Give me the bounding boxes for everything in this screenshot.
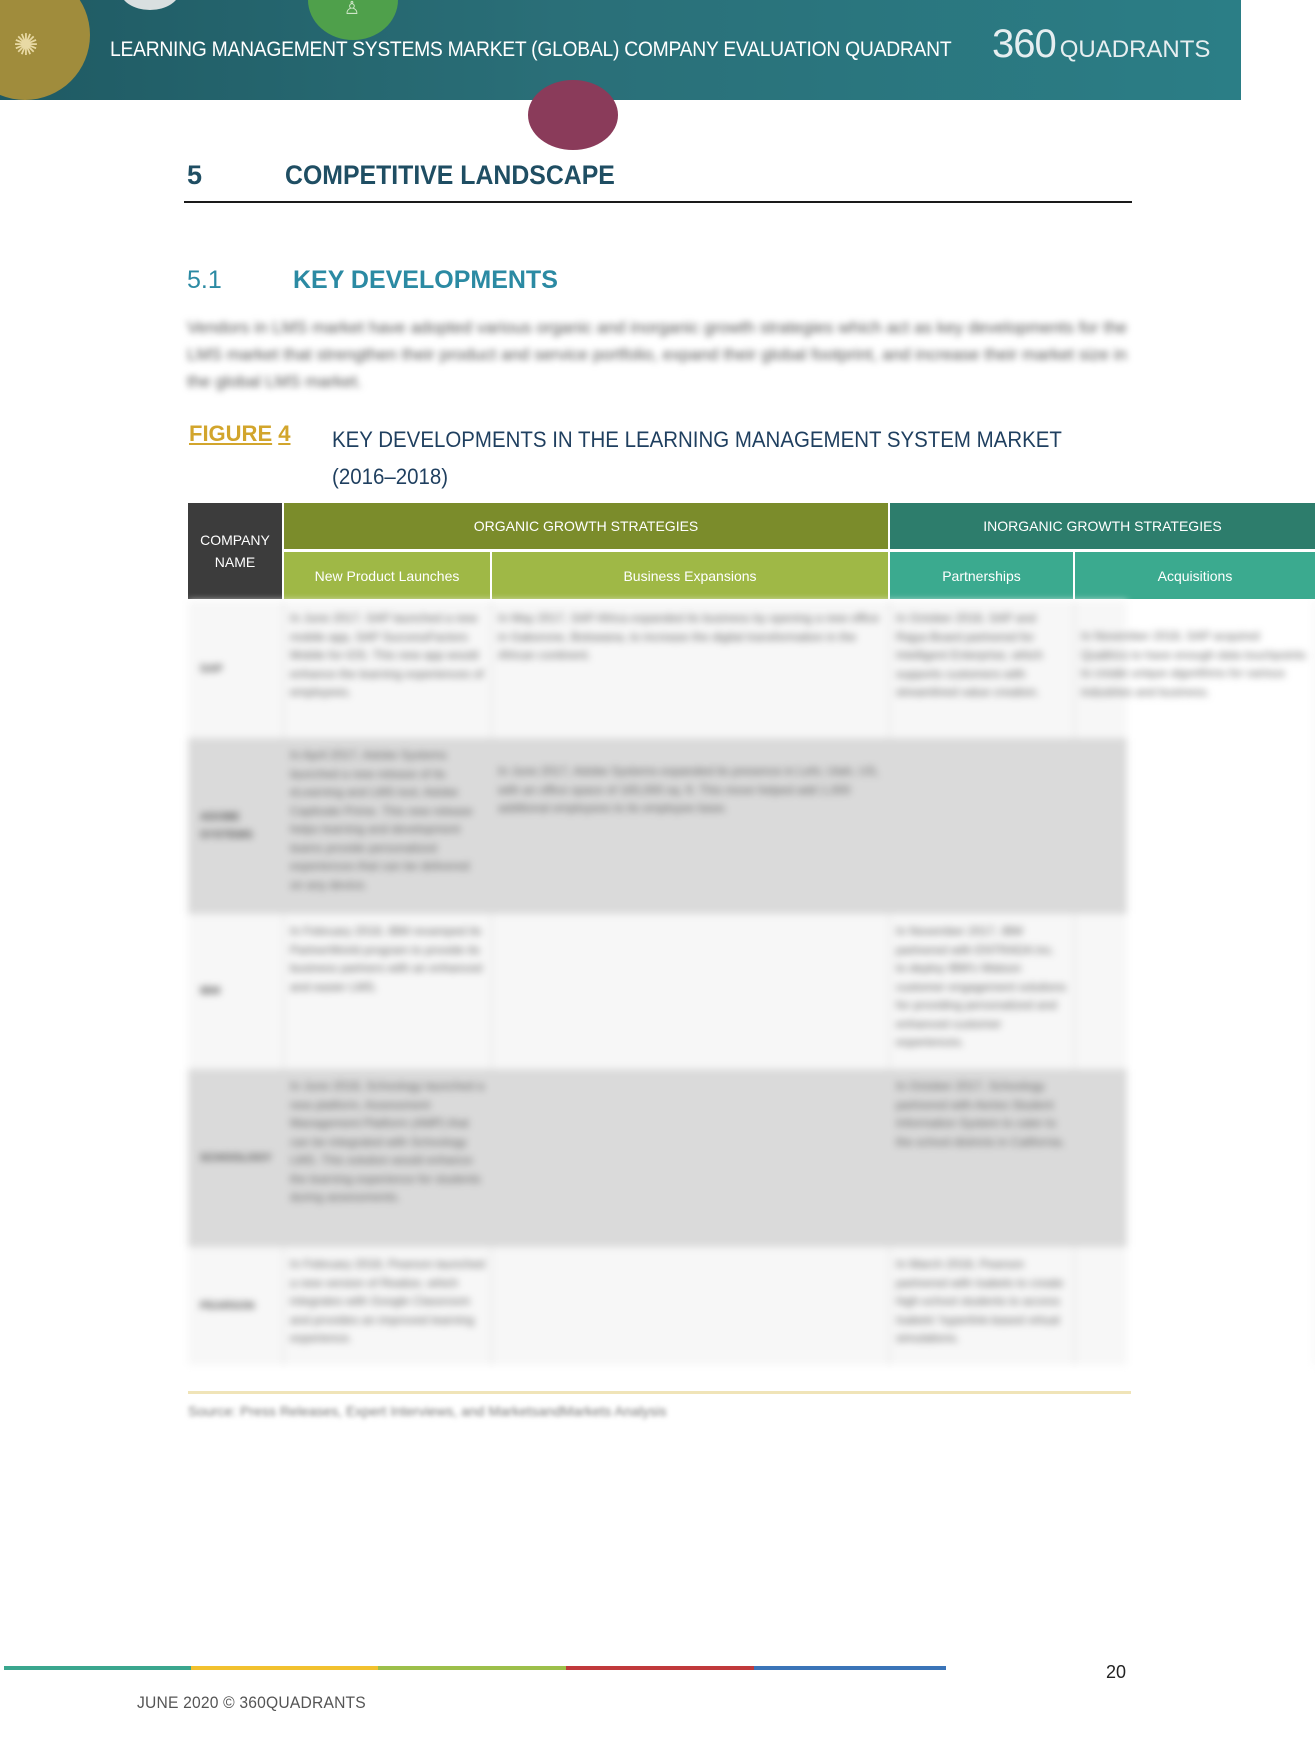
brand-number: 360 xyxy=(992,22,1056,66)
person-icon: ♙ xyxy=(343,0,361,18)
company-name-header: COMPANY NAME xyxy=(188,503,282,599)
table-cell xyxy=(1075,914,1315,1069)
table-cell: In June 2018, Schoology launched a new platform, Assessment Management Platform (AMP) that can be integrated with Schoology LMS. This solution would enhance the learning experience for students during assessments. xyxy=(284,1069,492,1247)
intro-paragraph: Vendors in LMS market have adopted various organic and inorganic growth strategies which act as key developments for the LMS market that strengthen their product and service portfolio, expand their global footprint, and increase their market size in the global LMS market. xyxy=(187,318,1127,391)
brand-logo xyxy=(992,22,1210,67)
table-cell xyxy=(1075,1069,1315,1247)
footer-date-copyright: JUNE 2020 © 360QUADRANTS xyxy=(137,1693,366,1712)
table-row xyxy=(188,914,1127,1069)
section-divider xyxy=(184,201,1132,203)
table-cell: In March 2018, Pearson partnered with Isabels to create high-school students to access Isabels' hyperlink-based virtual simulations. xyxy=(890,1247,1075,1365)
table-cell xyxy=(492,914,890,1069)
figure-label xyxy=(189,421,291,447)
figure-caption: KEY DEVELOPMENTS IN THE LEARNING MANAGEMENT SYSTEM MARKET (2016–2018) xyxy=(332,427,1062,489)
table-row xyxy=(188,1247,1127,1365)
table-cell: In June 2017, SAP launched a new mobile app, SAP SuccessFactors Mobile for iOS. This new app would enhance the learning experiences of employees. xyxy=(284,601,492,738)
company-cell: PEARSON xyxy=(188,1247,284,1365)
table-cell: In June 2017, Adobe Systems expanded its presence in Lehi, Utah, US, with an office space of 165,000 sq. ft. This move helped add 1,000 additional employees to its employee base. xyxy=(492,738,890,914)
table-cell: In May 2017, SAP Africa expanded its business by opening a new office in Gaborone, Botswana, to increase the digital transformation in the African continent. xyxy=(492,601,890,738)
table-cell: In October 2018, SAP and Rajya Board partnered for Intelligent Enterprise, which supports customers with streamlined value creation. xyxy=(890,601,1075,738)
partnerships-header: Partnerships xyxy=(890,552,1073,599)
table-cell xyxy=(492,1247,890,1365)
section-title: COMPETITIVE LANDSCAPE xyxy=(285,160,615,190)
table-cell: In November 2018, SAP acquired Qualtrics to have enough data touchpoints to create unique algorithms for various industries and business. xyxy=(1075,601,1315,738)
footer-color-bar xyxy=(378,1666,566,1670)
table-row xyxy=(188,738,1127,914)
table-row xyxy=(188,1069,1127,1247)
table-cell: In October 2017, Schoology partnered with Aeries Student Information System to cater to the school districts in California. xyxy=(890,1069,1075,1247)
subsection-number: 5.1 xyxy=(187,266,222,294)
table-cell: In April 2017, Adobe Systems launched a new release of its eLearning and LMS tool, Adobe Captivate Prime. This new release helps learning and development teams provide personalized experiences that can be delivered on any device. xyxy=(284,738,492,914)
page-number: 20 xyxy=(1106,1662,1127,1682)
figure-number: 4 xyxy=(278,421,291,446)
organic-strategies-header: ORGANIC GROWTH STRATEGIES xyxy=(284,503,888,549)
table-cell: In February 2018, Pearson launched a new version of Realize, which integrates with Google Classroom and provides an improved learning experience. xyxy=(284,1247,492,1365)
footer-color-bar xyxy=(191,1666,378,1670)
decorative-circle xyxy=(120,0,180,10)
company-cell: SAP xyxy=(188,601,284,738)
source-divider xyxy=(188,1391,1131,1394)
table-cell xyxy=(492,1069,890,1247)
table-cell xyxy=(890,738,1075,914)
header-banner xyxy=(0,0,1241,100)
lightbulb-icon: ✺ xyxy=(13,29,39,62)
subsection-title: KEY DEVELOPMENTS xyxy=(293,266,558,294)
company-cell: IBM xyxy=(188,914,284,1069)
source-note: Source: Press Releases, Expert Interviews, and MarketsandMarkets Analysis xyxy=(188,1403,667,1419)
footer-color-bar xyxy=(754,1666,946,1670)
section-number: 5 xyxy=(187,160,203,190)
table-cell: In February 2018, IBM revamped its PartnerWorld program to provide its business partners with an enhanced and easier LMS. xyxy=(284,914,492,1069)
figure-label-text: FIGURE xyxy=(189,421,273,446)
new-product-launches-header: New Product Launches xyxy=(284,552,490,599)
footer-color-bar xyxy=(4,1666,191,1670)
table-row xyxy=(188,601,1306,738)
table-cell xyxy=(1075,738,1315,914)
company-cell: SCHOOLOGY xyxy=(188,1069,284,1247)
company-cell: ADOBE SYSTEMS xyxy=(188,738,284,914)
report-title: LEARNING MANAGEMENT SYSTEMS MARKET (GLOBAL) COMPANY EVALUATION QUADRANT xyxy=(110,38,952,61)
footer-color-bar xyxy=(566,1666,754,1670)
brand-word: QUADRANTS xyxy=(1059,36,1211,63)
acquisitions-header: Acquisitions xyxy=(1075,552,1315,599)
table-cell xyxy=(1075,1247,1315,1365)
table-cell: In November 2017, IBM partnered with ENTRADA Inc. to deploy IBM's Watson customer engagement solutions for providing personalized and enhanced customer experiences. xyxy=(890,914,1075,1069)
inorganic-strategies-header: INORGANIC GROWTH STRATEGIES xyxy=(890,503,1315,549)
business-expansions-header: Business Expansions xyxy=(492,552,888,599)
decorative-circle xyxy=(528,80,618,150)
